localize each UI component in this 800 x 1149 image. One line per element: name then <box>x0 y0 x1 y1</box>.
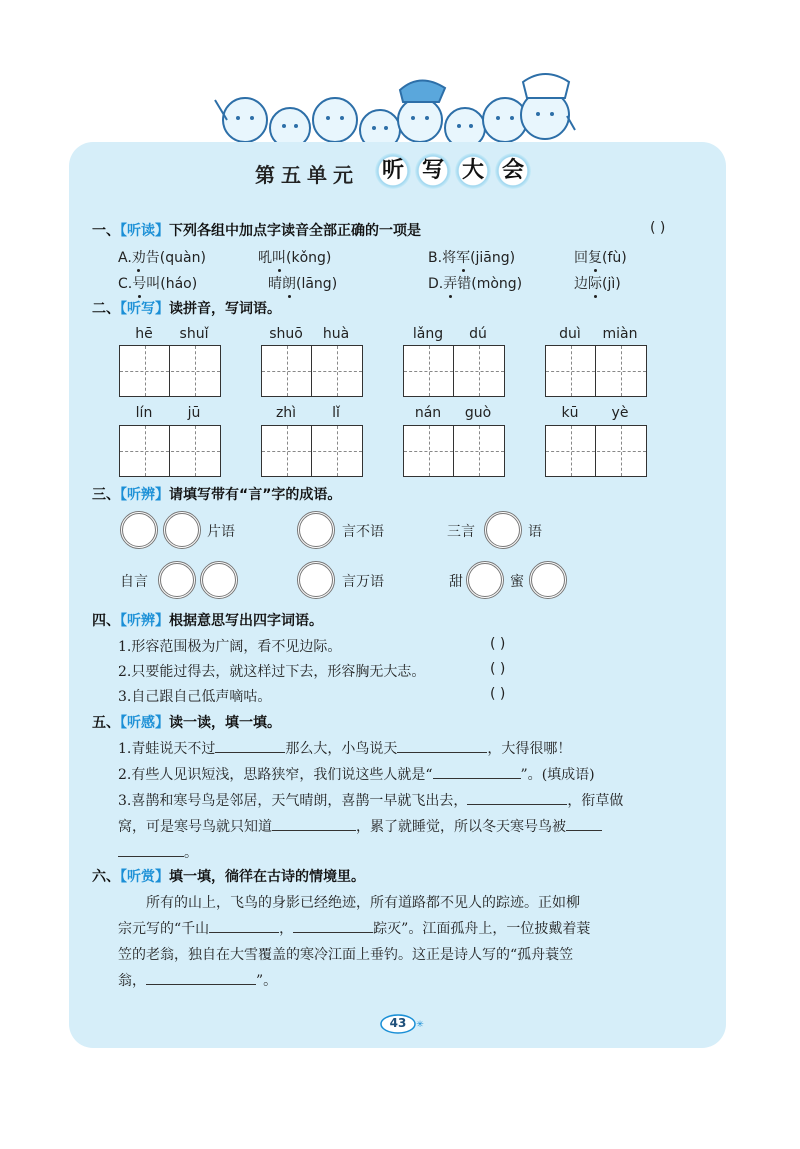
question-tag: 【听读】 <box>120 223 169 239</box>
idiom-text: 言万语 <box>342 574 384 590</box>
svg-text:✳: ✳ <box>416 1020 424 1030</box>
writing-box[interactable] <box>403 345 505 397</box>
pinyin-label: duì <box>559 326 581 342</box>
answer-blank[interactable] <box>433 764 521 779</box>
idiom-text: 语 <box>528 524 542 540</box>
answer-circle[interactable] <box>163 511 201 549</box>
pinyin-label: shuō <box>269 326 303 342</box>
idiom-text: 三言 <box>447 524 475 540</box>
pinyin-label: kū <box>561 405 579 421</box>
idiom-text: 自言 <box>120 574 148 590</box>
pinyin-label: jū <box>187 405 201 421</box>
question-5-heading: 五、【听感】读一读，填一填。 <box>92 715 281 731</box>
option-a-word2: 吼叫(kǒng) <box>258 247 331 267</box>
answer-blank[interactable] <box>272 816 356 831</box>
pinyin-label: lǐ <box>332 405 340 421</box>
pinyin-label: hē <box>135 326 153 342</box>
fill-sentence-3: 3.喜鹊和寒号鸟是邻居，天气晴朗，喜鹊一早就飞出去， ，衔草做 <box>118 790 623 810</box>
pinyin-label: lín <box>135 405 153 421</box>
writing-box[interactable] <box>119 425 221 477</box>
option-a: A.劝告(quàn) <box>118 247 206 267</box>
question-4-heading: 四、【听辨】根据意思写出四字词语。 <box>92 613 323 629</box>
passage-line: 宗元写的“千山 ， 踪灭”。江面孤舟上，一位披戴着蓑 <box>118 918 590 938</box>
answer-paren: ( ) <box>490 686 506 702</box>
pinyin-label: huà <box>322 326 350 342</box>
answer-blank[interactable] <box>397 738 487 753</box>
answer-circle[interactable] <box>297 561 335 599</box>
fill-sentence-3-end: 。 <box>118 842 198 862</box>
writing-box[interactable] <box>261 425 363 477</box>
title-char: 写 <box>415 153 451 189</box>
answer-circle[interactable] <box>120 511 158 549</box>
fill-sentence-3-cont: 窝，可是寒号鸟就只知道 ，累了就睡觉，所以冬天寒号鸟被 <box>118 816 602 836</box>
writing-box[interactable] <box>545 345 647 397</box>
answer-circle[interactable] <box>158 561 196 599</box>
question-number: 一、 <box>92 223 120 239</box>
writing-box[interactable] <box>261 345 363 397</box>
idiom-text: 片语 <box>207 524 235 540</box>
pinyin-label: miàn <box>602 326 638 342</box>
answer-blank[interactable] <box>146 970 256 985</box>
page-title <box>255 150 545 194</box>
answer-blank[interactable] <box>209 918 279 933</box>
pinyin-label: shuǐ <box>179 326 209 342</box>
writing-box[interactable] <box>545 425 647 477</box>
question-3-heading: 三、【听辨】请填写带有“言”字的成语。 <box>92 487 342 503</box>
page-number-badge <box>378 1013 424 1035</box>
fill-sentence-1: 1.青蛙说天不过 那么大，小鸟说天 ，大得很哪！ <box>118 738 571 758</box>
question-1-heading <box>92 220 421 240</box>
answer-circle[interactable] <box>529 561 567 599</box>
answer-circle[interactable] <box>484 511 522 549</box>
passage-line: 笠的老翁，独自在大雪覆盖的寒冷江面上垂钓。这正是诗人写的“孤舟蓑笠 <box>118 947 574 963</box>
option-d: D.弄错(mòng) <box>428 273 522 293</box>
passage-line: 所有的山上，飞鸟的身影已经绝迹，所有道路都不见人的踪迹。正如柳 <box>146 895 580 911</box>
fill-sentence-2: 2.有些人见识短浅，思路狭窄，我们说这些人就是“ ”。(填成语) <box>118 764 595 784</box>
answer-blank[interactable] <box>118 842 184 857</box>
pinyin-label: zhì <box>275 405 297 421</box>
pinyin-label: nán <box>414 405 442 421</box>
writing-box[interactable] <box>403 425 505 477</box>
answer-blank[interactable] <box>467 790 567 805</box>
option-b: B.将军(jiāng) <box>428 247 515 267</box>
definition-item: 1.形容范围极为广阔，看不见边际。 <box>118 639 342 655</box>
definition-item: 3.自己跟自己低声嘀咕。 <box>118 689 272 705</box>
option-d-word2: 边际(jì) <box>574 273 621 293</box>
definition-item: 2.只要能过得去，就这样过下去，形容胸无大志。 <box>118 664 426 680</box>
passage-line: 翁， ”。 <box>118 970 277 990</box>
title-char: 听 <box>375 153 411 189</box>
page-number: 43 <box>389 1016 407 1030</box>
option-c: C.号叫(háo) <box>118 273 197 293</box>
idiom-text: 蜜 <box>510 574 524 590</box>
title-char: 会 <box>495 153 531 189</box>
writing-box[interactable] <box>119 345 221 397</box>
idiom-text: 甜 <box>449 574 463 590</box>
answer-paren: ( ) <box>490 636 506 652</box>
answer-circle[interactable] <box>200 561 238 599</box>
pinyin-label: dú <box>469 326 487 342</box>
option-c-word2: 晴朗(lāng) <box>268 273 337 293</box>
answer-paren: ( ) <box>650 220 666 236</box>
question-text: 下列各组中加点字读音全部正确的一项是 <box>169 223 421 239</box>
idiom-text: 言不语 <box>342 524 384 540</box>
title-char: 大 <box>455 153 491 189</box>
answer-circle[interactable] <box>466 561 504 599</box>
answer-blank[interactable] <box>566 816 602 831</box>
pinyin-label: lǎng <box>412 326 444 342</box>
answer-blank[interactable] <box>293 918 373 933</box>
question-2-heading: 二、【听写】读拼音，写词语。 <box>92 301 281 317</box>
title-prefix: 第五单元 <box>255 163 359 187</box>
answer-paren: ( ) <box>490 661 506 677</box>
question-6-heading: 六、【听赏】填一填，徜徉在古诗的情境里。 <box>92 869 365 885</box>
answer-circle[interactable] <box>297 511 335 549</box>
pinyin-label: guò <box>464 405 492 421</box>
option-b-word2: 回复(fù) <box>574 247 627 267</box>
pinyin-label: yè <box>611 405 629 421</box>
answer-blank[interactable] <box>215 738 285 753</box>
